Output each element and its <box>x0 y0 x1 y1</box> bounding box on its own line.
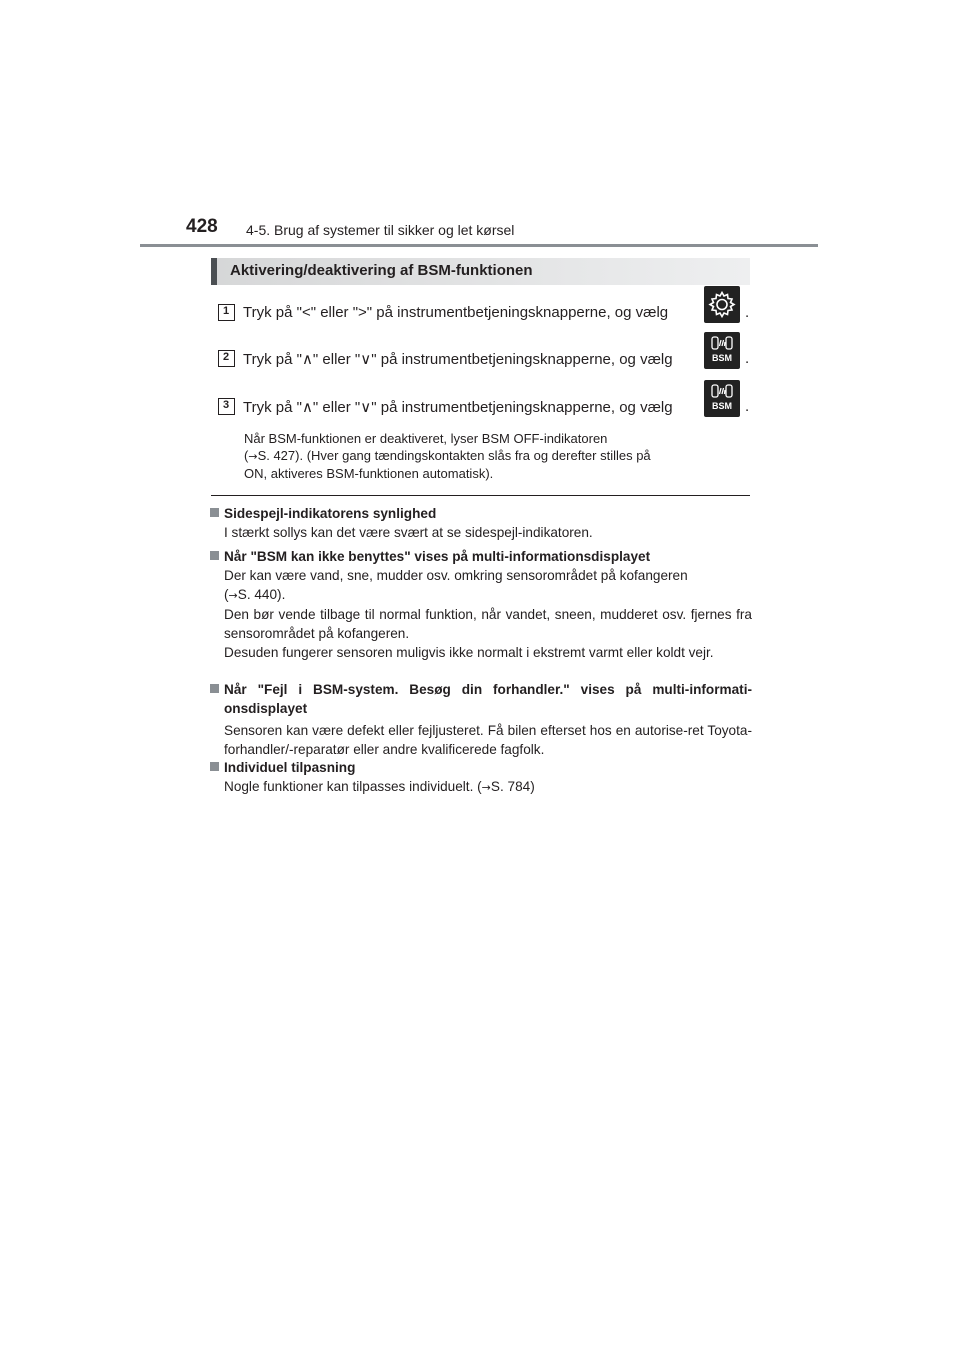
step-period: . <box>745 398 750 415</box>
item-body: Sensoren kan være defekt eller fejljusteret. Få bilen efterset hos en autorise-ret Toyota-forhandler/-reparatør eller andre kvalificerede fagfolk. <box>224 723 752 757</box>
note-line: Når BSM-funktionen er deaktiveret, lyser BSM OFF-indikatoren <box>244 431 608 446</box>
note-line: ON, aktiveres BSM-funktionen automatisk). <box>244 466 494 481</box>
item-heading: Når "BSM kan ikke benyttes" vises på multi-informationsdisplayet <box>210 547 752 566</box>
bullet-square-icon <box>210 508 219 517</box>
step-1 <box>218 300 758 328</box>
step-number-box: 2 <box>218 350 235 367</box>
settings-gear-icon <box>704 286 740 323</box>
bsm-icon-label: BSM <box>712 353 732 363</box>
item-body: I stærkt sollys kan det være svært at se sidespejl-indikatoren. <box>224 525 593 540</box>
bullet-square-icon <box>210 684 219 693</box>
step-text: Tryk på "∧" eller "∨" på instrumentbetjeningsknapperne, og vælg <box>243 399 673 416</box>
item-heading: Individuel tilpasning <box>210 758 752 777</box>
bsm-note <box>244 430 744 482</box>
step-2 <box>218 346 758 374</box>
info-item-bsm-unavailable <box>210 547 752 662</box>
note-line: (→S. 427). (Hver gang tændingskontakten slås fra og derefter stilles på <box>244 448 651 463</box>
header-rule <box>140 244 818 247</box>
info-item-customization <box>210 758 752 797</box>
info-item-sidespejl <box>210 504 752 542</box>
step-number-box: 3 <box>218 398 235 415</box>
item-heading: Sidespejl-indikatorens synlighed <box>210 504 752 523</box>
step-number-box: 1 <box>218 304 235 321</box>
step-text: Tryk på "∧" eller "∨" på instrumentbetjeningsknapperne, og vælg <box>243 351 673 368</box>
bullet-square-icon <box>210 551 219 560</box>
bsm-icon <box>704 332 740 369</box>
item-body: Nogle funktioner kan tilpasses individuelt. (→S. 784) <box>224 779 535 794</box>
bsm-icon-label: BSM <box>712 401 732 411</box>
item-body: Der kan være vand, sne, mudder osv. omkring sensorområdet på kofangeren (→S. 440). Den bør vende tilbage til normal funktion, når vandet, sneen, mudderet osv. fjernes fra sensorområdet på kofangeren. Desuden fungerer sensoren muligvis ikke normalt i ekstremt varmt eller koldt vejr. <box>224 568 752 660</box>
step-text: Tryk på "<" eller ">" på instrumentbetjeningsknapperne, og vælg <box>243 304 669 321</box>
page-number: 428 <box>186 216 218 237</box>
step-period: . <box>745 350 750 367</box>
bsm-icon <box>704 380 740 417</box>
info-item-bsm-fault <box>210 680 752 759</box>
chapter-title: 4-5. Brug af systemer til sikker og let kørsel <box>246 222 515 238</box>
section-heading-bar <box>211 258 750 285</box>
arrow-icon: → <box>481 781 491 794</box>
item-heading: Når "Fejl i BSM-system. Besøg din forhandler." vises på multi-informati-onsdisplayet <box>210 680 752 718</box>
step-3 <box>218 394 758 422</box>
arrow-icon: → <box>248 450 258 463</box>
arrow-icon: → <box>228 589 238 602</box>
step-period: . <box>745 304 750 321</box>
section-title: Aktivering/deaktivering af BSM-funktionen <box>230 262 533 279</box>
divider <box>211 495 750 496</box>
bullet-square-icon <box>210 762 219 771</box>
